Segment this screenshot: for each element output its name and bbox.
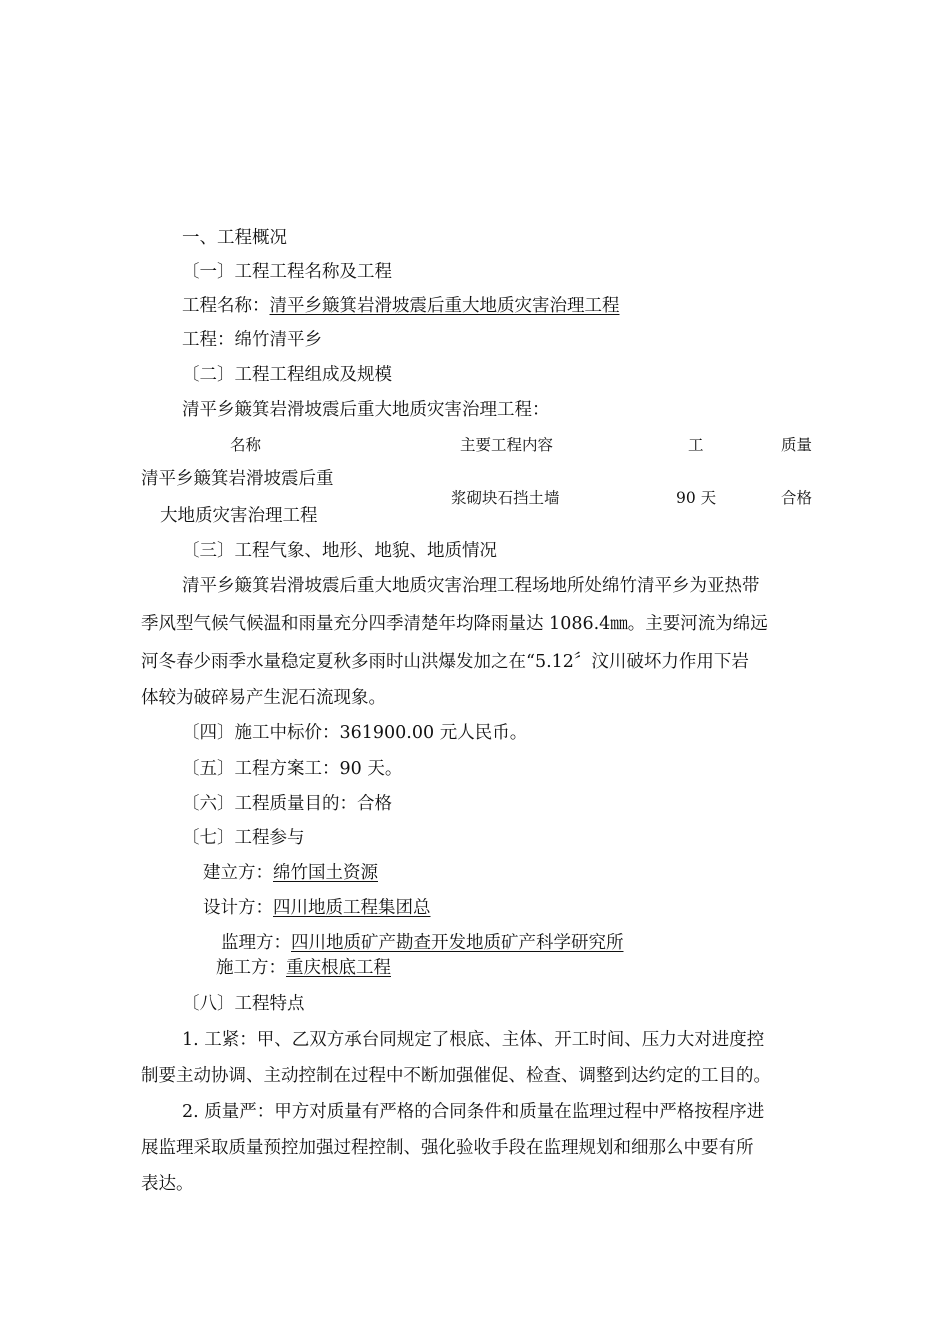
bid-price: 〔四〕施工中标价：361900.00 元人民币。 bbox=[182, 723, 528, 743]
planned-duration: 〔五〕工程方案工：90 天。 bbox=[182, 759, 403, 779]
composition-intro: 清平乡簸箕岩滑坡震后重大地质灾害治理工程： bbox=[182, 400, 550, 420]
subsection-heading-1: 〔一〕工程工程名称及工程 bbox=[182, 262, 392, 282]
paragraph-line: 清平乡簸箕岩滑坡震后重大地质灾害治理工程场地所处绵竹清平乡为亚热带 bbox=[182, 576, 760, 596]
project-name-line bbox=[182, 294, 620, 318]
subsection-heading-2: 〔二〕工程工程组成及规模 bbox=[182, 365, 392, 385]
section-title: 一、工程概况 bbox=[182, 228, 287, 248]
builder-value: 绵竹国土资源 bbox=[273, 863, 378, 883]
paragraph-line: 季风型气候气候温和雨量充分四季清楚年均降雨量达 1086.4㎜。主要河流为绵远 bbox=[141, 614, 768, 634]
supervisor-label: 监理方： bbox=[221, 933, 291, 953]
table-cell-name-line1: 清平乡簸箕岩滑坡震后重 bbox=[141, 469, 334, 489]
paragraph-line: 河冬春少雨季水量稳定夏秋多雨时山洪爆发加之在“5.12〞汶川破坏力作用下岩 bbox=[141, 652, 749, 672]
project-name-label: 工程名称： bbox=[182, 296, 270, 316]
designer-line bbox=[203, 896, 431, 920]
subsection-heading-3: 〔三〕工程气象、地形、地貌、地质情况 bbox=[182, 541, 497, 561]
feature-line: 制要主动协调、主动控制在过程中不断加强催促、检查、调整到达约定的工目的。 bbox=[141, 1066, 771, 1086]
builder-line bbox=[203, 861, 378, 885]
table-header-duration: 工 bbox=[688, 436, 704, 454]
paragraph-line: 体较为破碎易产生泥石流现象。 bbox=[141, 688, 386, 708]
feature-line: 展监理采取质量预控加强过程控制、强化验收手段在监理规划和细那么中要有所 bbox=[141, 1138, 754, 1158]
supervisor-value: 四川地质矿产勘查开发地质矿产科学研究所 bbox=[291, 933, 624, 953]
table-header-content: 主要工程内容 bbox=[460, 436, 554, 454]
constructor-label: 施工方： bbox=[216, 958, 286, 978]
project-name-value: 清平乡簸箕岩滑坡震后重大地质灾害治理工程 bbox=[269, 296, 620, 316]
table-header-name: 名称 bbox=[230, 436, 262, 454]
table-header-quality: 质量 bbox=[781, 436, 813, 454]
constructor-line bbox=[216, 956, 391, 980]
subsection-heading-7: 〔七〕工程参与 bbox=[182, 828, 305, 848]
builder-label: 建立方： bbox=[203, 863, 273, 883]
designer-label: 设计方： bbox=[203, 898, 273, 918]
table-cell-quality: 合格 bbox=[781, 489, 813, 507]
table-cell-content: 浆砌块石挡土墙 bbox=[451, 489, 560, 507]
constructor-value: 重庆根底工程 bbox=[286, 958, 391, 978]
supervisor-line bbox=[221, 931, 624, 955]
subsection-heading-8: 〔八〕工程特点 bbox=[182, 994, 305, 1014]
feature-line: 1. 工紧：甲、乙双方承台同规定了根底、主体、开工时间、压力大对进度控 bbox=[182, 1030, 765, 1050]
table-cell-name-line2: 大地质灾害治理工程 bbox=[160, 506, 318, 526]
project-location: 工程：绵竹清平乡 bbox=[182, 330, 322, 350]
designer-value: 四川地质工程集团总 bbox=[273, 898, 431, 918]
quality-target: 〔六〕工程质量目的：合格 bbox=[182, 794, 392, 814]
feature-line: 2. 质量严：甲方对质量有严格的合同条件和质量在监理过程中严格按程序进 bbox=[182, 1102, 765, 1122]
table-cell-duration: 90 天 bbox=[676, 489, 717, 507]
feature-line: 表达。 bbox=[141, 1174, 194, 1194]
